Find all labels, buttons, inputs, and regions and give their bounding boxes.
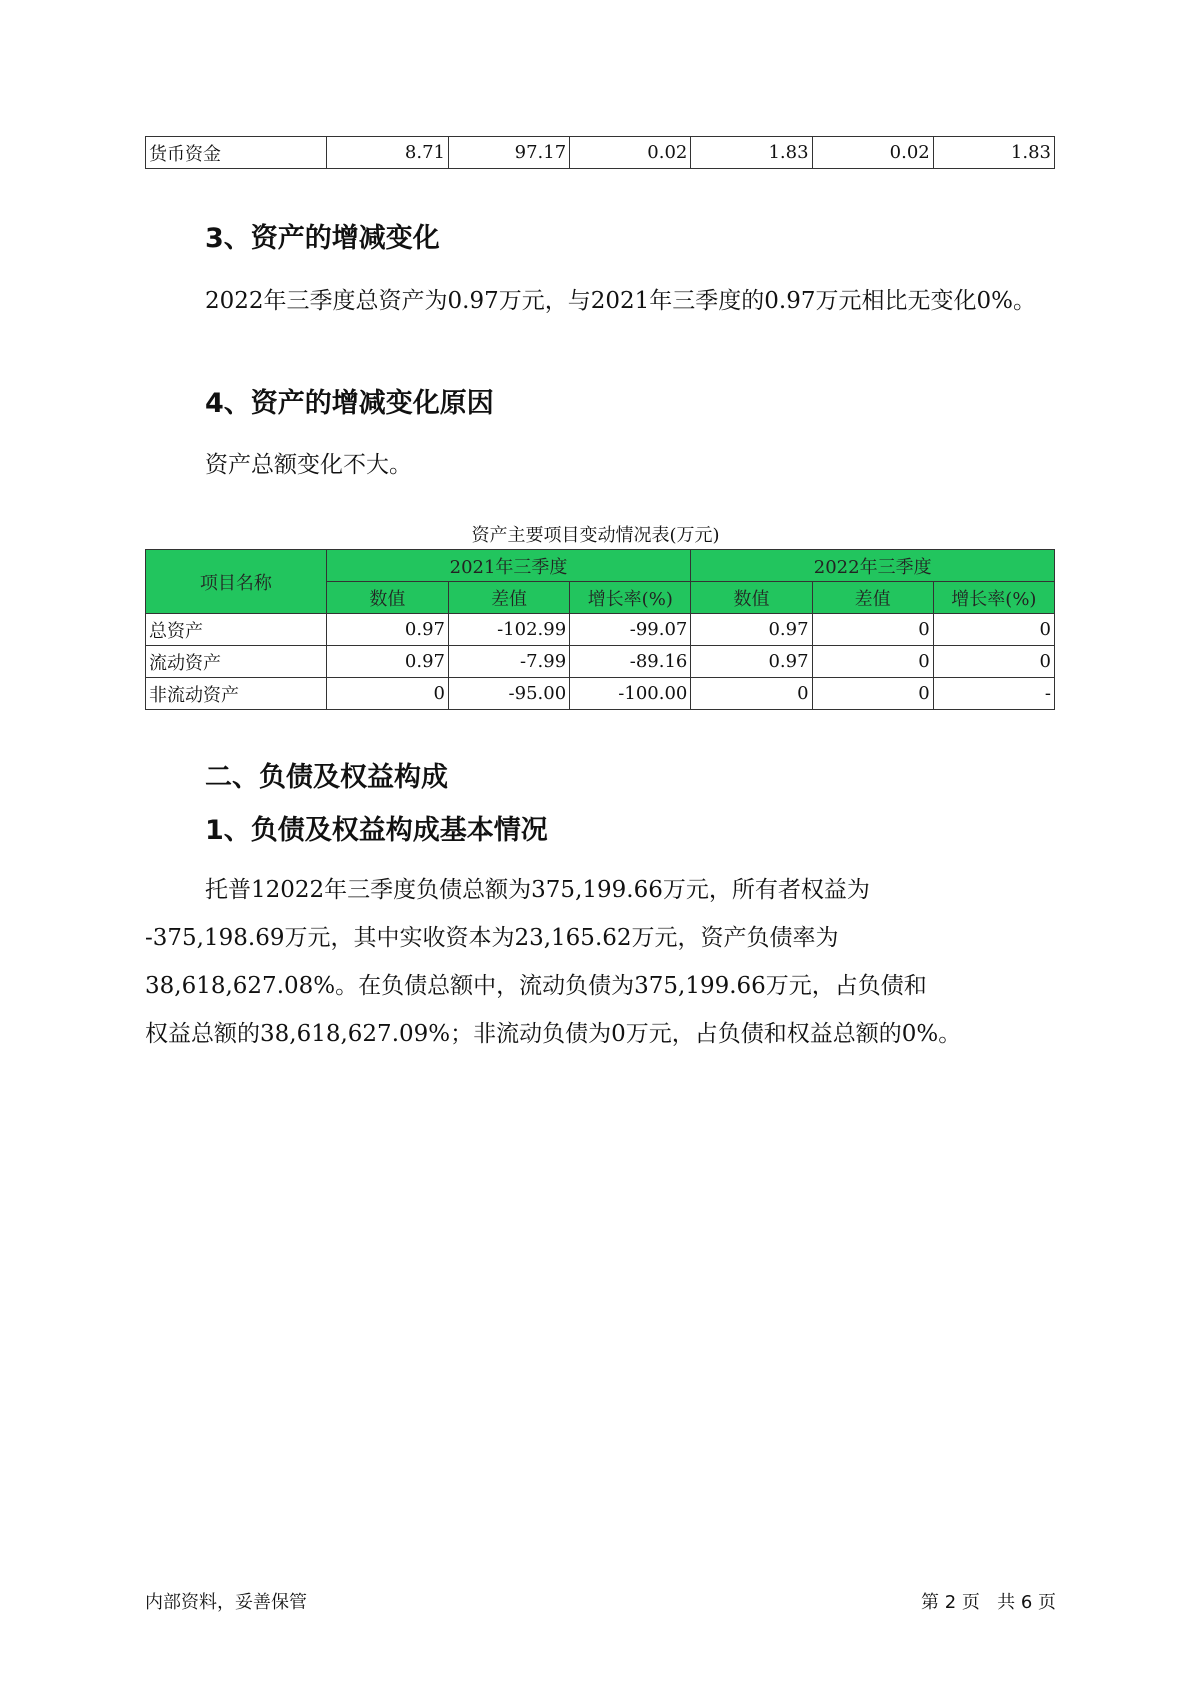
column-header: 数值 bbox=[326, 582, 448, 614]
paragraph-line: -375,198.69万元，其中实收资本为23,165.62万元，资产负债率为 bbox=[145, 925, 839, 951]
period1-header: 2021年三季度 bbox=[326, 550, 691, 582]
section4-heading: 4、资产的增减变化原因 bbox=[205, 388, 494, 419]
column-header: 数值 bbox=[691, 582, 812, 614]
table-row bbox=[146, 646, 1055, 678]
cell: 97.17 bbox=[448, 137, 569, 169]
part2-paragraph bbox=[145, 866, 1057, 1058]
column-header: 差值 bbox=[448, 582, 569, 614]
cell: 0 bbox=[812, 678, 933, 710]
cell: 0.02 bbox=[570, 137, 691, 169]
column-header: 增长率(%) bbox=[570, 582, 691, 614]
cell: 0 bbox=[812, 646, 933, 678]
table-row bbox=[146, 614, 1055, 646]
cash-table bbox=[145, 136, 1055, 169]
cell: 0.97 bbox=[691, 614, 812, 646]
paragraph-line: 权益总额的38,618,627.09%；非流动负债为0万元，占负债和权益总额的0%。 bbox=[145, 1021, 962, 1047]
table-row bbox=[146, 137, 1055, 169]
table-caption: 资产主要项目变动情况表(万元) bbox=[471, 525, 720, 546]
cell: -95.00 bbox=[448, 678, 569, 710]
cell: -102.99 bbox=[448, 614, 569, 646]
cell: 0.02 bbox=[812, 137, 933, 169]
cell: 0.97 bbox=[691, 646, 812, 678]
cell: 0.97 bbox=[326, 646, 448, 678]
cell: -7.99 bbox=[448, 646, 569, 678]
cell: 0 bbox=[326, 678, 448, 710]
footer-confidential: 内部资料，妥善保管 bbox=[145, 1592, 307, 1613]
cell: -99.07 bbox=[570, 614, 691, 646]
cell: 8.71 bbox=[326, 137, 448, 169]
asset-change-table bbox=[145, 549, 1055, 710]
row-label: 流动资产 bbox=[146, 646, 327, 678]
item-name-header: 项目名称 bbox=[146, 550, 327, 614]
part2-subheading: 1、负债及权益构成基本情况 bbox=[205, 815, 548, 846]
table-row bbox=[146, 678, 1055, 710]
column-header: 增长率(%) bbox=[933, 582, 1054, 614]
cell: 0.97 bbox=[326, 614, 448, 646]
column-header: 差值 bbox=[812, 582, 933, 614]
footer-page-number: 第 2 页 共 6 页 bbox=[921, 1592, 1056, 1613]
section3-heading: 3、资产的增减变化 bbox=[205, 223, 440, 254]
row-label: 总资产 bbox=[146, 614, 327, 646]
table-header-row bbox=[146, 550, 1055, 582]
period2-header: 2022年三季度 bbox=[691, 550, 1055, 582]
cell: -89.16 bbox=[570, 646, 691, 678]
row-label: 非流动资产 bbox=[146, 678, 327, 710]
cell: -100.00 bbox=[570, 678, 691, 710]
cell: - bbox=[933, 678, 1054, 710]
cell: 1.83 bbox=[933, 137, 1054, 169]
cell: 0 bbox=[933, 646, 1054, 678]
cell: 0 bbox=[691, 678, 812, 710]
paragraph-line: 38,618,627.08%。在负债总额中，流动负债为375,199.66万元，占负债和 bbox=[145, 973, 927, 999]
section4-paragraph: 资产总额变化不大。 bbox=[205, 452, 412, 478]
cell: 0 bbox=[933, 614, 1054, 646]
section3-paragraph: 2022年三季度总资产为0.97万元，与2021年三季度的0.97万元相比无变化0%。 bbox=[205, 288, 1036, 314]
paragraph-line: 托普12022年三季度负债总额为375,199.66万元，所有者权益为 bbox=[205, 877, 870, 903]
part2-heading: 二、负债及权益构成 bbox=[205, 762, 448, 793]
row-label: 货币资金 bbox=[146, 137, 327, 169]
cell: 0 bbox=[812, 614, 933, 646]
cell: 1.83 bbox=[691, 137, 812, 169]
